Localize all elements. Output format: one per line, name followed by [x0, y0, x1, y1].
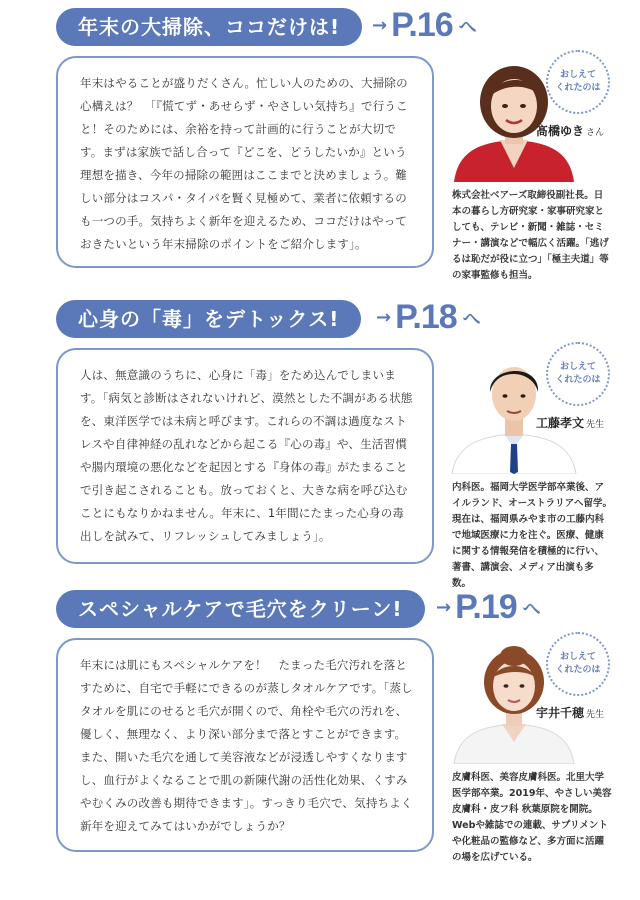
page-suffix: へ	[458, 16, 477, 38]
instructor-name: 髙橋ゆき さん	[536, 124, 605, 138]
arrow-right-icon: →	[436, 597, 452, 618]
page-number: P.19	[455, 588, 517, 626]
section-title: 年末の大掃除、ココだけは!	[56, 8, 362, 46]
instructor-bio: 皮膚科医、美容皮膚科医。北里大学医学部卒業。2019年、やさしい美容皮膚科・皮フ科 秋葉原院を開院。Webや雑誌での連載、サプリメントや化粧品の監修など、多方面に活躍の場を広げている。	[452, 772, 612, 863]
body-card	[56, 348, 434, 564]
body-text: 人は、無意識のうちに、心身に「毒」をため込んでしまいます。「病気と診断はされないけれど、漠然とした不調がある状態を、東洋医学では未病と呼びます。これらの不調は過度なストレスや自律神経の乱れなどから起こる『心の毒』や、生活習慣や腸内環境の悪化などを起因とする『身体の毒』がたまることで引き起こされることも。放っておくと、大きな病を呼び込むことにもなりかねません。年末に、1年間にたまった心身の毒出しを試みて、リフレッシュしてみましょう」。	[80, 368, 413, 543]
teacher-badge: おしえて くれたのは	[546, 342, 610, 406]
body-text: 年末には肌にもスペシャルケアを！ たまった毛穴汚れを落とすために、自宅で手軽にできるのが蒸しタオルケアです。「蒸しタオルを肌にのせると毛穴が開くので、角栓や毛穴の汚れを、優しく、無理なく、より深い部分まで落とすことができます。また、開いた毛穴を通して美容液などが浸透しやすくなりますし、血行がよくなることで肌の新陳代謝の活性化効果、くすみやむくみの改善も期待できます」。すっきり毛穴で、気持ちよく新年を迎えてみてはいかがでしょうか？	[80, 658, 413, 833]
section-title: 心身の「毒」をデトックス!	[56, 300, 361, 338]
body-text: 年末はやることが盛りだくさん。忙しい人のための、大掃除の心構えは？ 「『慌てず・あせらず・やさしい気持ち』で行うこと！そのためには、余裕を持って計画的に行うことが大切です。まずは家族で話し合って『どこを、どうしたいか』という理想を描き、今年の掃除の範囲はここまでと決めましょう。難しい部分はコスパ・タイパを賢く見極めて、業者に依頼するのも一つの手。気持ちよく新年を迎えるため、ココだけはやっておきたいという年末掃除のポイントをご紹介します」。	[80, 76, 408, 251]
instructor-name: 工藤孝文 先生	[536, 416, 605, 430]
arrow-right-icon: →	[376, 307, 392, 328]
page-suffix: へ	[522, 598, 541, 620]
page-reference-link[interactable]	[376, 298, 481, 337]
instructor-bio: 株式会社ベアーズ取締役副社長。日本の暮らし方研究家・家事研究家としても、テレビ・新聞・雑誌・セミナー・講演などで幅広く活躍。「逃げるは恥だが役に立つ」「極主夫道」等の家事監修も担当。	[452, 190, 609, 281]
page-number: P.16	[391, 6, 453, 44]
body-card	[56, 638, 434, 852]
instructor-name: 宇井千穂 先生	[536, 706, 605, 720]
body-card	[56, 56, 434, 268]
instructor-bio: 内科医。福岡大学医学部卒業後、アイルランド、オーストラリアへ留学。現在は、福岡県みやま市の工藤内科で地域医療に力を注ぐ。医療、健康に関する情報発信を積極的に行い、著書、講演会、メディア出演も多数。	[452, 482, 612, 589]
page-number: P.18	[395, 298, 457, 336]
page-reference-link[interactable]	[436, 588, 541, 627]
page-reference-link[interactable]	[372, 6, 477, 45]
teacher-badge: おしえて くれたのは	[546, 50, 610, 114]
teacher-badge: おしえて くれたのは	[546, 632, 610, 696]
page-suffix: へ	[462, 308, 481, 330]
section-title: スペシャルケアで毛穴をクリーン!	[56, 590, 425, 628]
arrow-right-icon: →	[372, 15, 388, 36]
